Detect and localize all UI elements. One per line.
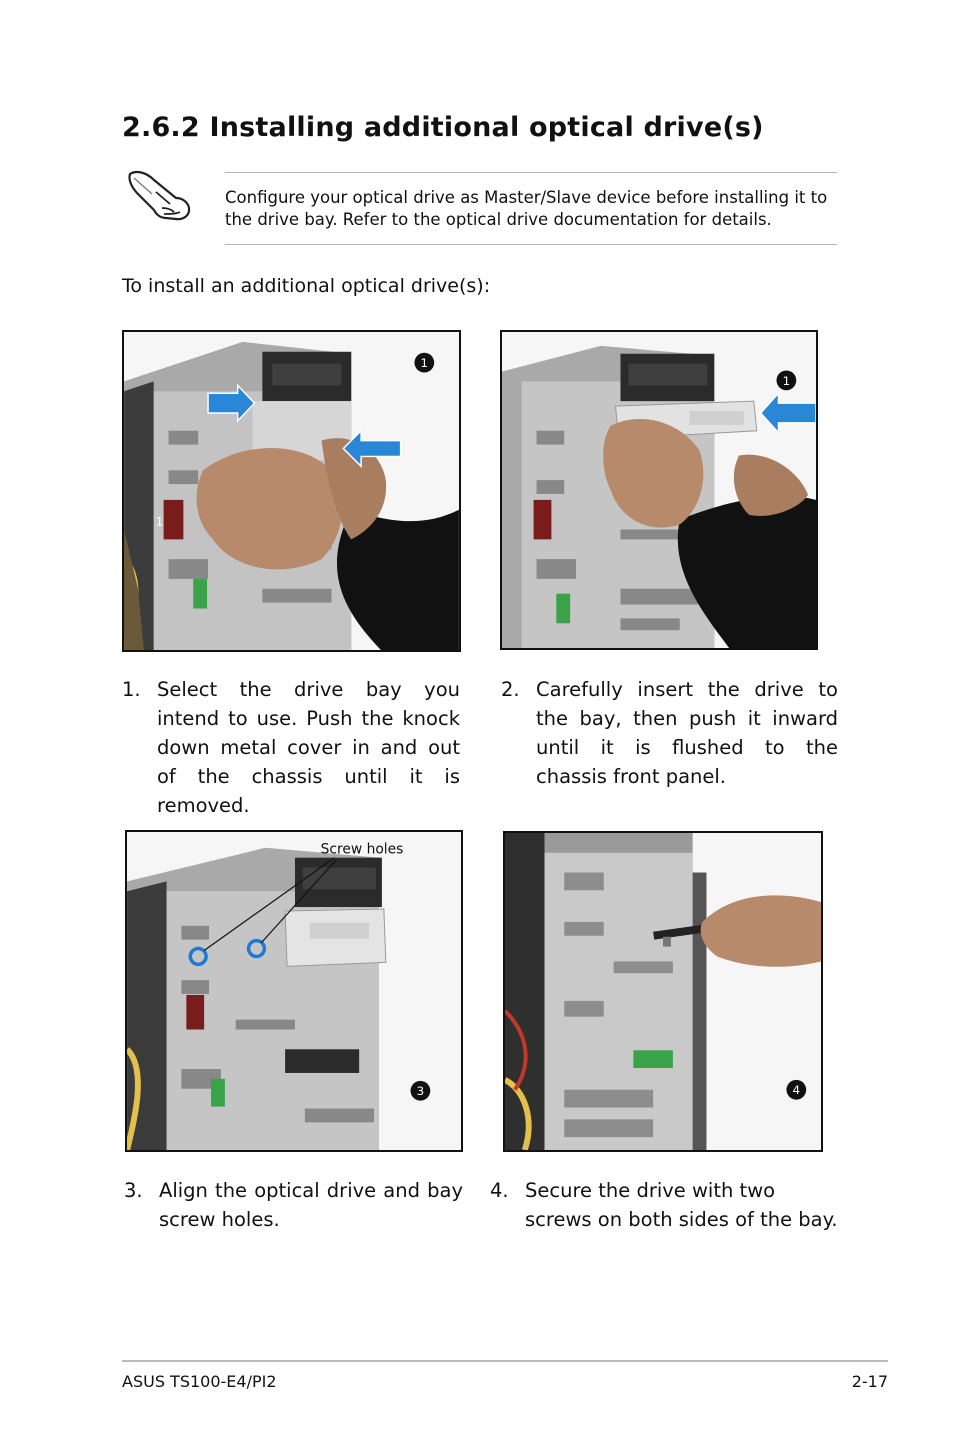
figure-step-1 [122, 330, 461, 652]
step-3 [124, 1176, 463, 1234]
section-title [122, 112, 764, 143]
note-bottom-rule [225, 244, 837, 245]
step-2 [501, 675, 838, 791]
step-4-number: 4. [490, 1179, 509, 1202]
intro-text: To install an additional optical drive(s): [122, 275, 491, 297]
footer-rule [122, 1360, 888, 1362]
step-1 [122, 675, 460, 820]
figure-3-badge: 3 [416, 1084, 425, 1099]
figure-step-3 [125, 830, 463, 1152]
figure-2-badge: 1 [782, 373, 791, 388]
figure-step-4 [503, 831, 823, 1152]
pointing-hand-icon [126, 168, 194, 224]
step-3-text: Align the optical drive and bay screw holes. [159, 1179, 463, 1231]
step-4-text: Secure the drive with two screws on both sides of the bay. [525, 1179, 838, 1231]
section-number: 2.6.2 [122, 112, 200, 143]
note-text: Configure your optical drive as Master/Slave device before installing it to the drive bay. Refer to the optical drive documentation for details. [225, 188, 828, 229]
step-1-number: 1. [122, 678, 141, 701]
step-2-number: 2. [501, 678, 520, 701]
footer-product: ASUS TS100-E4/PI2 [122, 1372, 277, 1391]
screw-holes-callout: Screw holes [320, 841, 404, 858]
footer-page-number: 2-17 [851, 1372, 888, 1391]
figure-1-badge: 1 [420, 356, 429, 371]
step-4 [490, 1176, 842, 1234]
section-heading-text: Installing additional optical drive(s) [209, 112, 764, 143]
note-top-rule [225, 172, 837, 173]
figure-step-2 [500, 330, 818, 650]
step-2-text: Carefully insert the drive to the bay, then push it inward until it is flushed to the chassis front panel. [536, 678, 838, 788]
figure-4-badge: 4 [792, 1083, 801, 1098]
step-3-number: 3. [124, 1179, 143, 1202]
step-1-text: Select the drive bay you intend to use. Push the knock down metal cover in and out of the chassis until it is removed. [157, 678, 460, 817]
figure-1-chassis-label: 1 [155, 514, 164, 529]
